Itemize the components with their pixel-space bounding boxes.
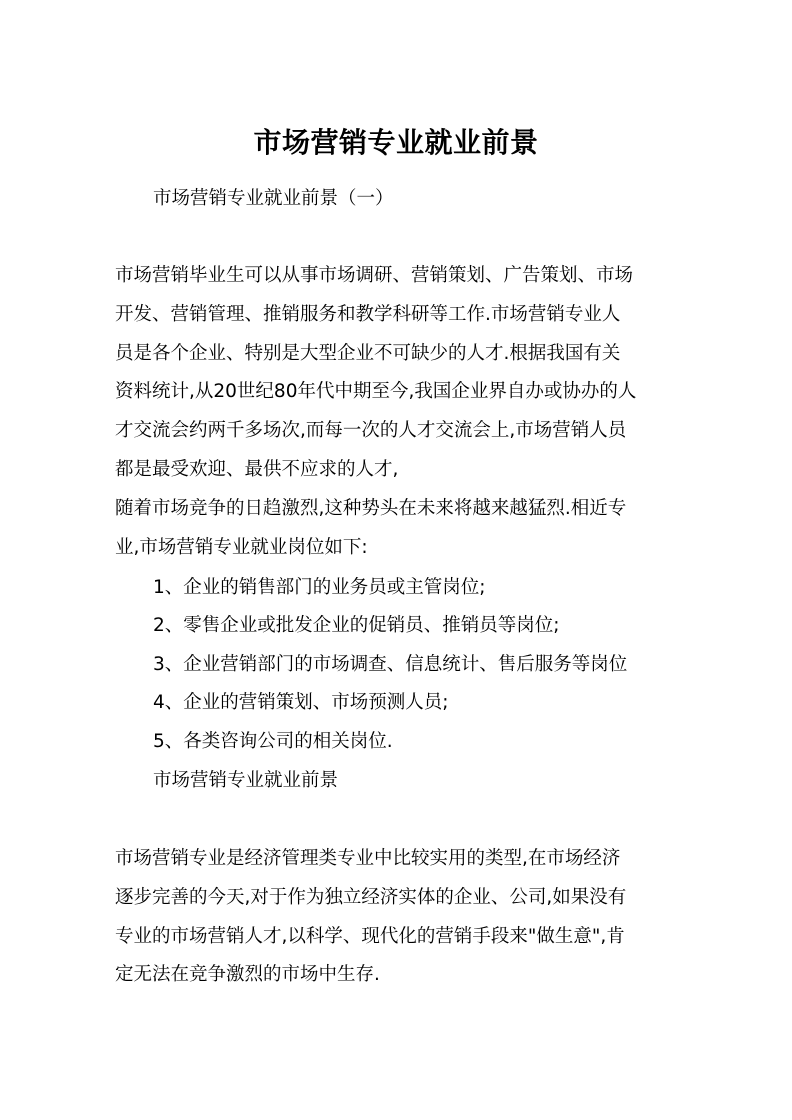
paragraph-line: 定无法在竞争激烈的市场中生存.: [115, 964, 380, 985]
paragraph-line: 业,市场营销专业就业岗位如下:: [115, 537, 368, 558]
list-item: 3、企业营销部门的市场调查、信息统计、售后服务等岗位: [153, 654, 628, 675]
paragraph-line: 市场营销毕业生可以从事市场调研、营销策划、广告策划、市场: [115, 265, 634, 286]
paragraph-line: 开发、营销管理、推销服务和教学科研等工作.市场营销专业人: [115, 304, 621, 325]
paragraph-line: 员是各个企业、特别是大型企业不可缺少的人才.根据我国有关: [115, 343, 621, 364]
list-item: 4、企业的营销策划、市场预测人员;: [153, 692, 449, 713]
section-subtitle: 市场营销专业就业前景（一）: [153, 188, 394, 209]
paragraph-line: 逐步完善的今天,对于作为独立经济实体的企业、公司,如果没有: [115, 887, 627, 908]
paragraph-line: 才交流会约两千多场次,而每一次的人才交流会上,市场营销人员: [115, 420, 627, 441]
paragraph-line: 市场营销专业是经济管理类专业中比较实用的类型,在市场经济: [115, 848, 621, 869]
document-title: 市场营销专业就业前景: [253, 126, 539, 159]
paragraph-line: 随着市场竞争的日趋激烈,这种势头在未来将越来越猛烈.相近专: [115, 498, 627, 519]
paragraph-line: 资料统计,从20世纪80年代中期至今,我国企业界自办或协办的人: [115, 381, 637, 402]
paragraph-line: 都是最受欢迎、最供不应求的人才,: [115, 459, 399, 480]
list-item: 1、企业的销售部门的业务员或主管岗位;: [153, 577, 486, 598]
section-subtitle: 市场营销专业就业前景: [153, 770, 339, 791]
paragraph-line: 专业的市场营销人才,以科学、现代化的营销手段来"做生意",肯: [115, 926, 625, 947]
list-item: 5、各类咨询公司的相关岗位.: [153, 731, 393, 752]
list-item: 2、零售企业或批发企业的促销员、推销员等岗位;: [153, 615, 560, 636]
